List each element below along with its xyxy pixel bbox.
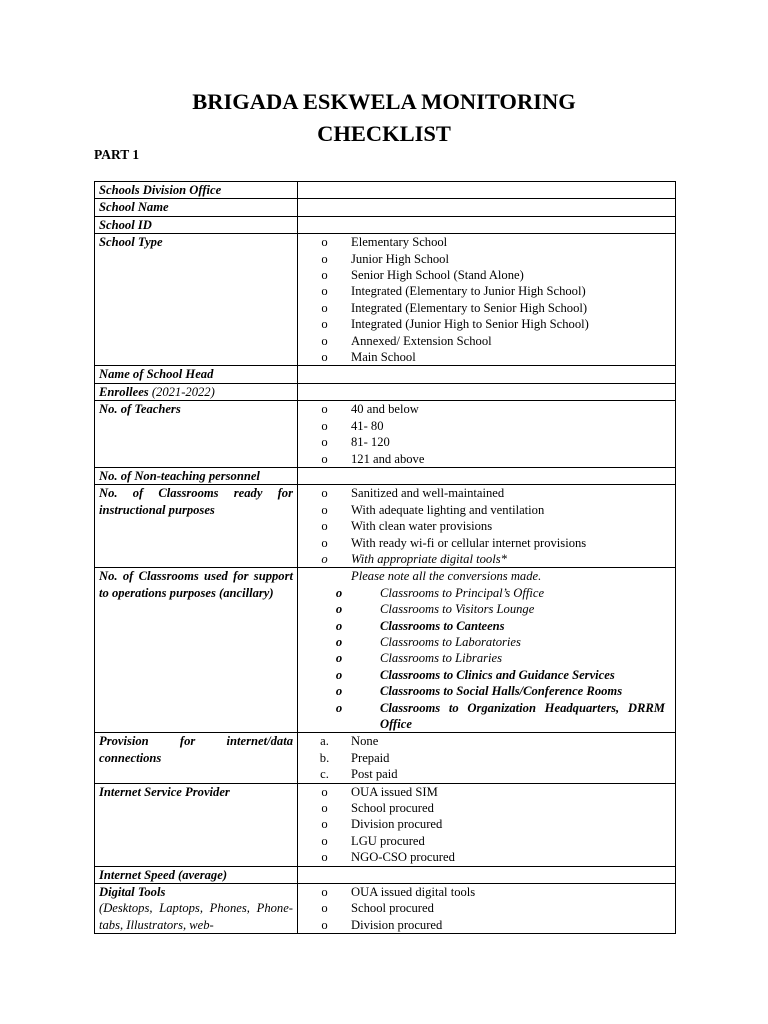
table-row [95,182,676,199]
instructional-options [298,485,676,568]
list-item[interactable]: o LGU procured [298,833,675,849]
internet-provision-options [298,733,676,783]
table-row [95,866,676,883]
bullet-icon: o [321,333,328,348]
bullet-icon: o [321,551,328,566]
sdo-field[interactable] [298,182,676,199]
page-title [0,86,768,150]
school-id-field[interactable] [298,216,676,233]
digital-tools-note: (Desktops, Laptops, Phones, Phone-tabs, Illustrators, web- [99,901,293,932]
bullet-icon: o [321,268,328,283]
bullet-icon: o [321,502,328,517]
list-item[interactable]: o 40 and below [298,401,675,417]
list-item[interactable]: o With clean water provisions [298,518,675,534]
bullet-icon: o [321,350,328,365]
bullet-icon: o [335,667,343,682]
ancillary-options [298,568,676,733]
table-row [95,366,676,383]
bullet-icon: o [321,418,328,433]
list-item[interactable]: c. Post paid [298,766,675,782]
list-item[interactable]: o Classrooms to Canteens [298,618,675,634]
list-item[interactable]: o School procured [298,800,675,816]
list-item[interactable]: o Division procured [298,816,675,832]
bullet-icon: o [321,833,328,848]
bullet-icon: o [321,817,328,832]
list-marker: c. [320,767,329,782]
list-item[interactable]: o Classrooms to Organization Headquarters, DRRM Office [298,700,675,733]
list-item[interactable]: o Senior High School (Stand Alone) [298,267,675,283]
list-item[interactable]: b. Prepaid [298,750,675,766]
table-row [95,884,676,934]
row-label: School Type [95,234,298,366]
list-item[interactable]: o 81- 120 [298,434,675,450]
list-item[interactable]: o 121 and above [298,451,675,467]
row-label: School Name [95,199,298,216]
bullet-icon: o [321,300,328,315]
bullet-icon: o [321,251,328,266]
bullet-icon: o [321,451,328,466]
bullet-icon: o [321,917,328,932]
row-label: Schools Division Office [95,182,298,199]
bullet-icon: o [335,634,343,649]
bullet-icon: o [321,784,328,799]
list-item[interactable]: o OUA issued SIM [298,784,675,800]
list-item[interactable]: o Classrooms to Clinics and Guidance Services [298,667,675,683]
list-item[interactable]: o Classrooms to Laboratories [298,634,675,650]
row-label: Name of School Head [95,366,298,383]
list-item[interactable]: o Junior High School [298,251,675,267]
school-type-options [298,234,676,366]
checklist-table [94,181,676,934]
school-head-field[interactable] [298,366,676,383]
bullet-icon: o [335,585,343,600]
bullet-icon: o [321,801,328,816]
bullet-icon: o [321,850,328,865]
bullet-icon: o [321,519,328,534]
list-item[interactable]: o 41- 80 [298,418,675,434]
list-item[interactable]: o Division procured [298,917,675,933]
conversion-note: Please note all the conversions made. [351,569,542,584]
bullet-icon: o [335,684,343,699]
list-item[interactable]: o Classrooms to Principal’s Office [298,585,675,601]
table-row [95,485,676,568]
table-row [95,783,676,866]
list-item[interactable]: o With adequate lighting and ventilation [298,502,675,518]
enrollees-field[interactable] [298,383,676,400]
bullet-icon: o [321,486,328,501]
digital-tools-options [298,884,676,934]
list-item[interactable]: o Integrated (Elementary to Senior High School) [298,300,675,316]
list-item[interactable]: o OUA issued digital tools [298,884,675,900]
list-item[interactable]: o Elementary School [298,234,675,250]
table-row [95,383,676,400]
list-marker: a. [320,734,329,749]
row-label: No. of Classrooms ready for instructional purposes [95,485,298,568]
bullet-icon: o [321,317,328,332]
list-item[interactable]: o Classrooms to Visitors Lounge [298,601,675,617]
title-line-2: CHECKLIST [317,121,451,146]
row-label: No. of Classrooms used for support to operations purposes (ancillary) [95,568,298,733]
bullet-icon: o [335,618,343,633]
list-item[interactable]: o With appropriate digital tools* [298,551,675,567]
row-label: School ID [95,216,298,233]
school-name-field[interactable] [298,199,676,216]
internet-speed-field[interactable] [298,866,676,883]
list-item[interactable]: o Integrated (Elementary to Junior High School) [298,283,675,299]
row-label: Digital Tools (Desktops, Laptops, Phones, Phone-tabs, Illustrators, web- [95,884,298,934]
list-marker: b. [319,750,330,765]
non-teaching-field[interactable] [298,467,676,484]
row-label: Enrollees (2021-2022) [95,383,298,400]
row-label: Internet Speed (average) [95,866,298,883]
list-item[interactable]: o School procured [298,900,675,916]
bullet-icon: o [335,700,343,715]
list-item[interactable]: o Classrooms to Social Halls/Conference Rooms [298,683,675,699]
table-row [95,401,676,468]
teachers-options [298,401,676,468]
bullet-icon: o [321,435,328,450]
bullet-icon: o [335,602,343,617]
list-item[interactable]: o Classrooms to Libraries [298,650,675,666]
row-label: No. of Teachers [95,401,298,468]
row-label: Provision for internet/data connections [95,733,298,783]
table-row [95,216,676,233]
bullet-icon: o [321,284,328,299]
isp-options [298,783,676,866]
table-row [95,199,676,216]
part-label: PART 1 [94,147,140,162]
row-label: Internet Service Provider [95,783,298,866]
title-line-1: BRIGADA ESKWELA MONITORING [192,89,576,114]
table-row [95,733,676,783]
list-item[interactable]: o With ready wi-fi or cellular internet provisions [298,535,675,551]
list-item[interactable]: o NGO-CSO procured [298,849,675,865]
bullet-icon: o [321,901,328,916]
table-row [95,568,676,733]
bullet-icon: o [321,885,328,900]
bullet-icon: o [321,535,328,550]
list-item[interactable]: o Sanitized and well-maintained [298,485,675,501]
list-item[interactable]: a. None [298,733,675,749]
bullet-icon: o [321,235,328,250]
list-item[interactable]: o Main School [298,349,675,365]
bullet-icon: o [321,402,328,417]
list-item[interactable]: o Annexed/ Extension School [298,333,675,349]
table-row [95,234,676,366]
list-item[interactable]: o Integrated (Junior High to Senior High School) [298,316,675,332]
row-label: No. of Non-teaching personnel [95,467,298,484]
bullet-icon: o [335,651,343,666]
table-row [95,467,676,484]
